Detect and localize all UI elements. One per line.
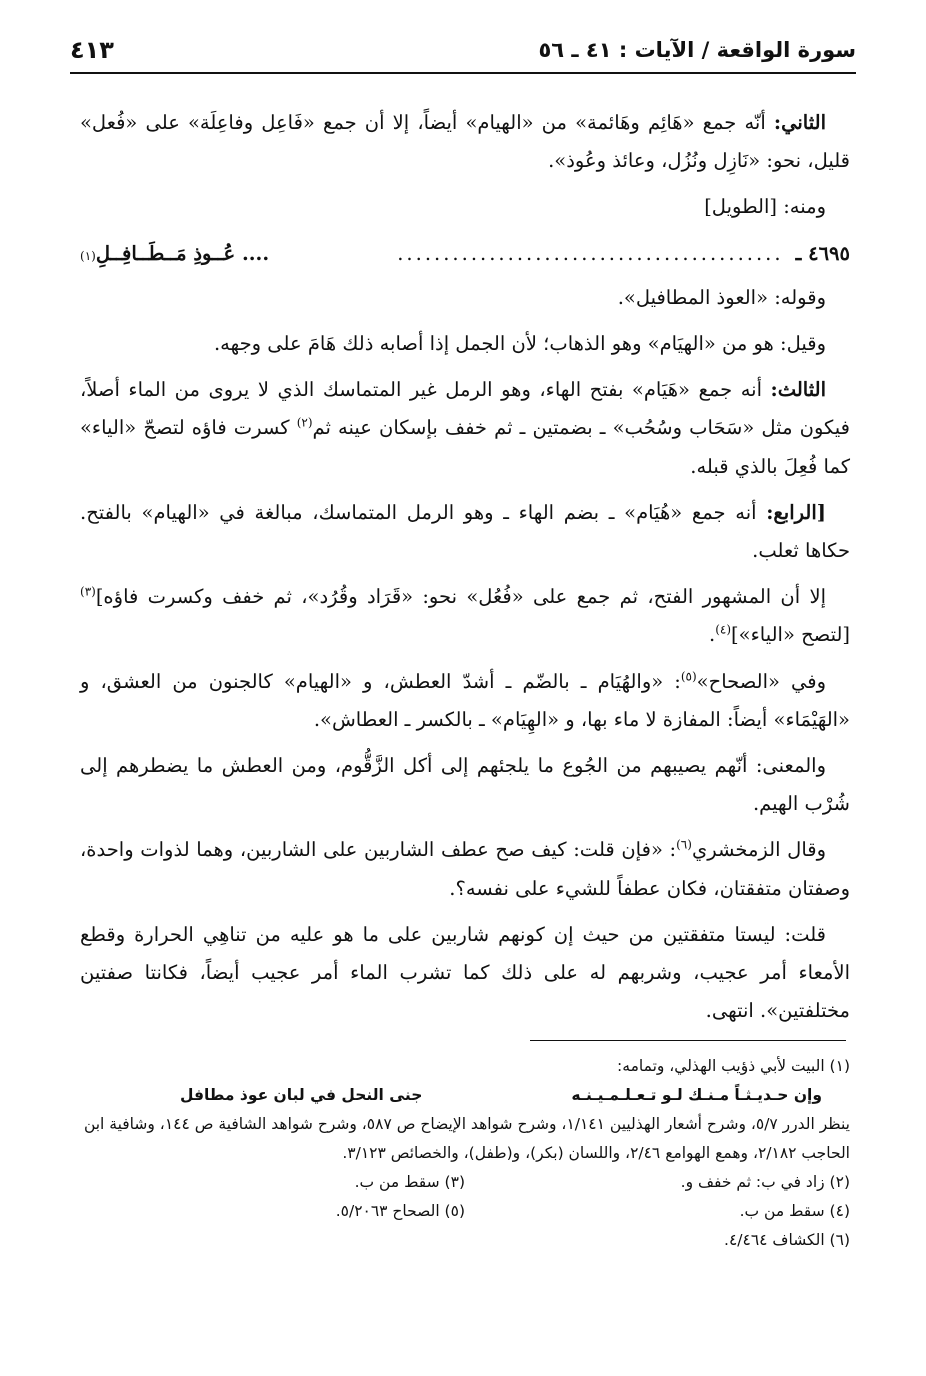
footnote-row bbox=[80, 1197, 850, 1226]
paragraph-meter bbox=[80, 188, 850, 226]
paragraph-text: وقال الزمخشري bbox=[691, 838, 827, 862]
main-text bbox=[80, 104, 850, 1038]
paragraph-text: أنه جمع «هُيَام» ـ بضم الهاء ـ وهو الرمل المتماسك، مبالغة في «الهيام» بالفتح. حكاها ثعلب. bbox=[80, 500, 850, 563]
verse-number: ٤٦٩٥ ـ bbox=[795, 241, 850, 265]
footnote-1-references: ينظر الدرر ٥/٧، وشرح أشعار الهذليين ١/١٤١، وشرح شواهد الإيضاح ص ٥٨٧، وشرح شواهد الشافية ص ١٤٤، وشافية ابن الحاجب ٢/١٨٢، وهمع الهوامع ٢/٤٦، واللسان (بكر)، و(طفل)، والخصائص ٣/١٢٣. bbox=[83, 1115, 850, 1162]
paragraph-quote bbox=[80, 279, 850, 317]
paragraph-meaning bbox=[80, 747, 850, 823]
footnote-row bbox=[80, 1168, 850, 1197]
paragraph-third bbox=[80, 371, 850, 486]
footnote-5: (٥) الصحاح ٥/٢٠٦٣. bbox=[335, 1202, 465, 1220]
footnote-marker: (٤) bbox=[715, 622, 732, 637]
footnote-marker: (٢) bbox=[296, 415, 313, 430]
paragraph-text: والمعنى: أنّهم يصيبهم من الجُوع ما يلجئهم إلى أكل الزَّقُّوم، ومن العطش ما يضطرهم إلى شُرْب الهيم. bbox=[80, 754, 850, 816]
paragraph-text: ومنه: [الطويل] bbox=[704, 195, 826, 219]
paragraph-text: : «والهُيَام ـ بالضّم ـ أشدّ العطش، و «الهيام» كالجنون من العشق، و «الهَيْمَاء» أيضاً: المفازة لا ماء بها، و «الهِيَام» ـ بالكسر ـ العطاش». bbox=[80, 669, 850, 731]
paragraph-sihah bbox=[80, 663, 850, 739]
paragraph-answer bbox=[80, 916, 850, 1031]
paragraph-zamakhshari bbox=[80, 831, 850, 907]
footnote-marker: (٦) bbox=[676, 837, 692, 852]
footnote-marker: (٣) bbox=[80, 584, 96, 599]
paragraph-text: أنه جمع «هَيَام» بفتح الهاء، وهو الرمل غير المتماسك الذي لا يروى من الماء أصلاً، فيكون مثل «سَحَاب وسُحُب» ـ بضمتين ـ ثم خفف بإسكان عينه ثم bbox=[80, 378, 850, 440]
header-rule bbox=[70, 72, 856, 74]
verse-text: .... عُــوذِ مَــطَــافِــلِ bbox=[95, 241, 270, 265]
footnote-4: (٤) سقط من ب. bbox=[739, 1202, 850, 1220]
footnote-2: (٢) زاد في ب: ثم خفف و. bbox=[680, 1173, 850, 1191]
footnote-3: (٣) سقط من ب. bbox=[354, 1173, 465, 1191]
paragraph-text: كسرت فاؤه لتصحّ «الياء» كما فُعِلَ بالذي قبله. bbox=[80, 416, 850, 478]
running-title: سورة الواقعة / الآيات : ٤١ ـ ٥٦ bbox=[538, 38, 856, 62]
footnote-1-verse bbox=[80, 1081, 850, 1110]
page-number: ٤١٣ bbox=[70, 36, 114, 64]
footnote-marker: (٥) bbox=[680, 669, 697, 684]
verse-dots: .......................................... bbox=[397, 241, 784, 265]
page-header bbox=[70, 34, 856, 74]
paragraph-text: : «فإن قلت: كيف صح عطف الشاربين على الشاربين، وهما لذوات واحدة، وصفتان متفقتان، فكان عطفاً للشيء على نفسه؟. bbox=[80, 838, 850, 900]
paragraph-second bbox=[80, 104, 850, 180]
paragraph-said bbox=[80, 325, 850, 363]
footnote-6: (٦) الكشاف ٤/٤٦٤. bbox=[724, 1231, 850, 1249]
paragraph-text: . bbox=[709, 623, 716, 647]
footnotes bbox=[80, 1052, 850, 1255]
verse-first-hemistich: وإن حـديـثـاً مـنـك لـو تـعـلـمـيـنـه bbox=[571, 1086, 822, 1104]
verse-second-hemistich: جنى النحل في لبان عوذ مطافل bbox=[180, 1086, 423, 1104]
paragraph-text: وفي «الصحاح» bbox=[696, 669, 827, 693]
paragraph-fourth bbox=[80, 494, 850, 570]
paragraph-lead: [الرابع: bbox=[766, 500, 826, 524]
paragraph-famous bbox=[80, 578, 850, 654]
footnote-rule bbox=[530, 1040, 846, 1041]
paragraph-text: أنّه جمع «هَائِم وهَائمة» من «الهيام» أيضاً، إلا أن جمع «فَاعِل وفاعِلَة» على «فُعل» قليل، نحو: «نَازِل ونُزُل، وعائذ وعُوذ». bbox=[80, 111, 850, 173]
paragraph-text: وقيل: هو من «الهيَام» وهو الذهاب؛ لأن الجمل إذا أصابه ذلك هَامَ على وجهه. bbox=[213, 332, 826, 356]
paragraph-lead: الثاني: bbox=[773, 111, 826, 134]
footnote-1-intro: (١) البيت لأبي ذؤيب الهذلي، وتمامه: bbox=[617, 1057, 850, 1075]
paragraph-text: وقوله: «العوذ المطافيل». bbox=[617, 285, 826, 309]
paragraph-text: إلا أن المشهور الفتح، ثم جمع على «فُعُل» نحو: «قَرَاد وقُرُد»، ثم خفف وكسرت فاؤه] bbox=[95, 585, 827, 609]
poetry-verse: ٤٦٩٥ ـ .......................................... .... عُــوذِ مَــطَــافِــلِ (١) bbox=[80, 235, 850, 273]
paragraph-lead: الثالث: bbox=[770, 378, 826, 402]
paragraph-text: قلت: ليستا متفقتين من حيث إن كونهم شاربين على ما هو عليه من تناهِي الحرارة وقطع الأمعاء أمر عجيب، وشربهم له على ذلك كما تشرب الماء أمر عجيب أيضاً، فكانتا صفتين مختلفتين». انتهى. bbox=[80, 922, 850, 1023]
paragraph-text: [لتصح «الياء»] bbox=[731, 623, 850, 647]
